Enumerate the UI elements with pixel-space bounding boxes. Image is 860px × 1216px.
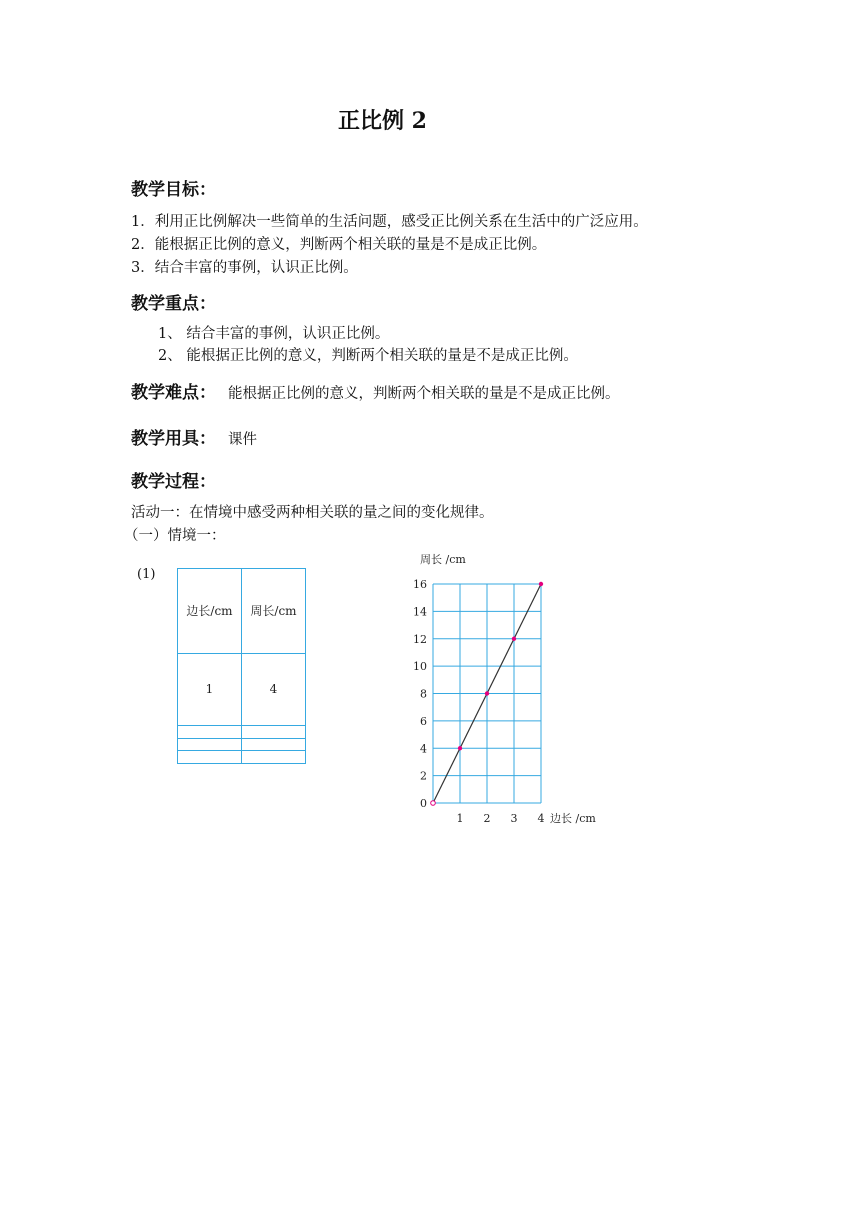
- goal-item-3: 3．结合丰富的事例，认识正比例。: [131, 260, 358, 276]
- y-tick-label: 12: [413, 632, 427, 646]
- difficulty-heading: 教学难点：: [131, 383, 216, 403]
- tools-line: [131, 424, 257, 449]
- table-row: [178, 738, 306, 751]
- x-tick-label: 3: [510, 812, 518, 825]
- table-header-cell: 边长/cm: [178, 569, 242, 654]
- tools-heading: 教学用具：: [131, 429, 216, 449]
- tools-text: 课件: [228, 432, 257, 448]
- y-tick-label: 14: [413, 605, 427, 619]
- x-axis-label: 边长 /cm: [550, 812, 596, 825]
- y-tick-label: 2: [420, 769, 427, 783]
- table-header-cell: 周长/cm: [242, 569, 306, 654]
- goals-heading: 教学目标：: [131, 180, 216, 200]
- y-tick-label: 16: [413, 578, 427, 591]
- table-row: [178, 725, 306, 738]
- x-tick-label: 4: [537, 812, 545, 825]
- key-point-1: 1、 结合丰富的事例，认识正比例。: [158, 326, 390, 342]
- table-cell: 4: [242, 653, 306, 725]
- table-cell: [178, 751, 242, 764]
- key-point-2: 2、 能根据正比例的意义，判断两个相关联的量是不是成正比例。: [158, 348, 578, 364]
- y-tick-label: 0: [420, 797, 427, 810]
- goal-item-2: 2．能根据正比例的意义，判断两个相关联的量是不是成正比例。: [131, 237, 547, 253]
- table-header-row: [178, 569, 306, 654]
- process-heading: 教学过程：: [131, 472, 216, 492]
- table-cell: 1: [178, 653, 242, 725]
- page-title: 正比例 2: [338, 108, 427, 134]
- table-cell: [242, 751, 306, 764]
- table-cell: [242, 738, 306, 751]
- y-tick-label: 10: [413, 660, 427, 674]
- x-tick-label: 2: [483, 812, 491, 825]
- table-cell: [178, 725, 242, 738]
- item-label: (1): [137, 567, 156, 582]
- activity-text: 活动一：在情境中感受两种相关联的量之间的变化规律。: [131, 505, 494, 521]
- scene-text: （一）情境一：: [124, 528, 226, 544]
- y-tick-label: 4: [420, 742, 427, 756]
- table-row: [178, 751, 306, 764]
- data-point: [512, 637, 516, 641]
- y-tick-label: 6: [420, 714, 427, 728]
- key-points-heading: 教学重点：: [131, 294, 216, 314]
- difficulty-text: 能根据正比例的意义，判断两个相关联的量是不是成正比例。: [228, 386, 620, 402]
- table-cell: [242, 725, 306, 738]
- origin-point: [431, 801, 436, 806]
- data-point: [485, 691, 489, 695]
- side-perimeter-table: [177, 568, 306, 764]
- x-tick-label: 1: [456, 812, 464, 825]
- table-row: [178, 653, 306, 725]
- data-point: [458, 746, 462, 750]
- y-axis-label: 周长 /cm: [420, 553, 466, 566]
- data-point: [539, 582, 543, 586]
- goal-item-1: 1．利用正比例解决一些简单的生活问题，感受正比例关系在生活中的广泛应用。: [131, 214, 648, 230]
- perimeter-line-chart: [395, 548, 615, 833]
- table-cell: [178, 738, 242, 751]
- y-tick-label: 8: [420, 687, 427, 701]
- difficulty-line: [131, 378, 620, 403]
